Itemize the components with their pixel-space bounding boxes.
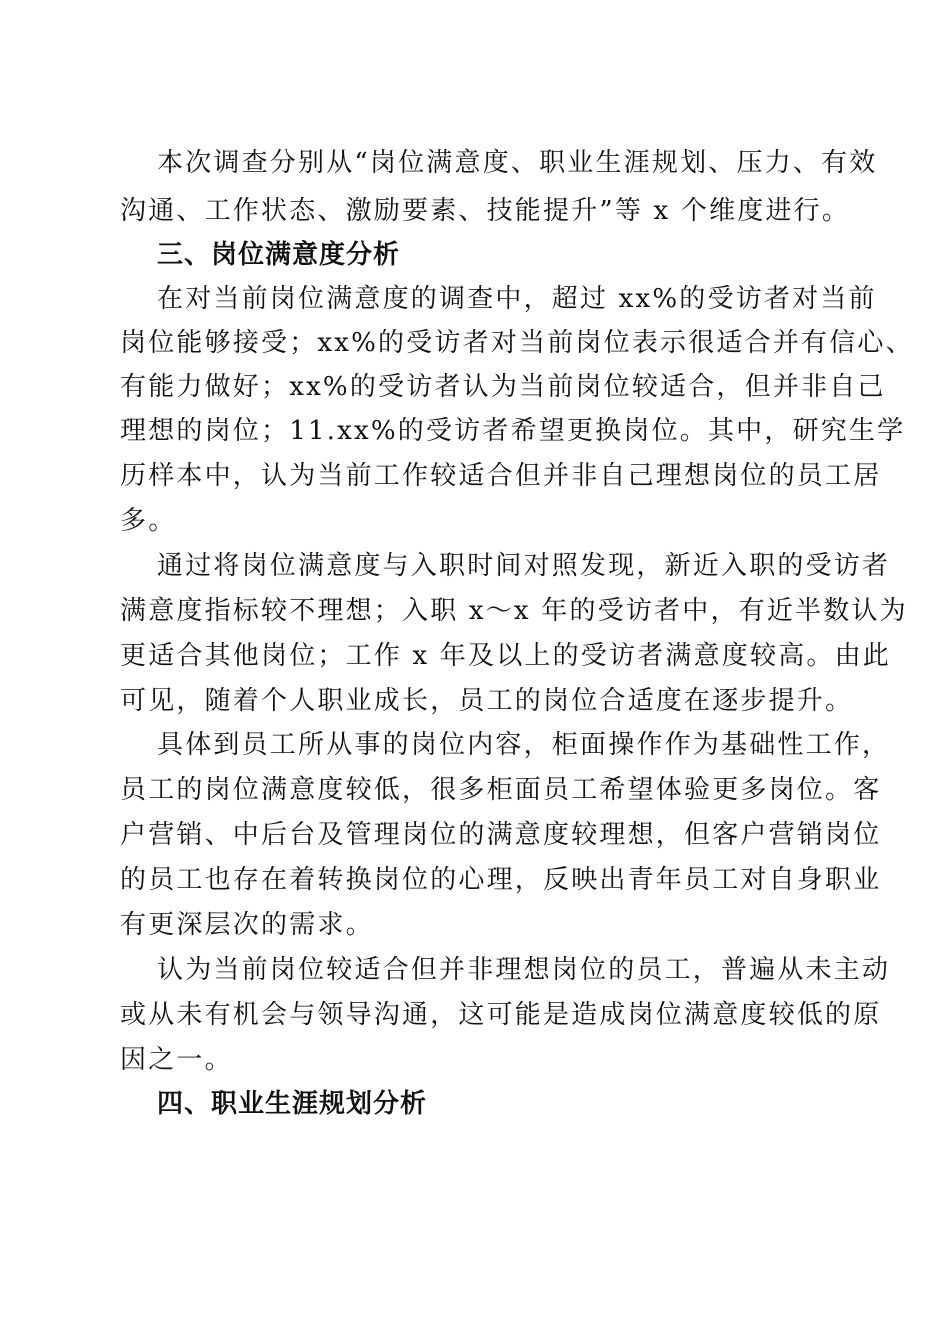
intro-line-1: 本次调查分别从“岗位满意度、职业生涯规划、压力、有效 [157, 148, 878, 178]
para2-line-4: 可见，随着个人职业成长，员工的岗位合适度在逐步提升。 [120, 686, 854, 716]
section-heading-3: 三、岗位满意度分析 [157, 240, 401, 270]
para1-line-1: 在对当前岗位满意度的调查中，超过 xx%的受访者对当前 [157, 284, 877, 314]
intro-line-2: 沟通、工作状态、激励要素、技能提升”等 x 个维度进行。 [120, 196, 851, 226]
para1-line-3: 有能力做好；xx%的受访者认为当前岗位较适合，但并非自己 [120, 372, 886, 402]
para4-line-2: 或从未有机会与领导沟通，这可能是造成岗位满意度较低的原 [120, 1000, 882, 1030]
section-heading-4: 四、职业生涯规划分析 [157, 1089, 428, 1119]
para4-line-3: 因之一。 [120, 1045, 233, 1075]
para2-line-1: 通过将岗位满意度与入职时间对照发现，新近入职的受访者 [157, 551, 891, 581]
para2-line-3: 更适合其他岗位；工作 x 年及以上的受访者满意度较高。由此 [120, 641, 891, 671]
para3-line-3: 户营销、中后台及管理岗位的满意度较理想，但客户营销岗位 [120, 820, 882, 850]
para3-line-2: 员工的岗位满意度较低，很多柜面员工希望体验更多岗位。客 [120, 775, 882, 805]
para3-line-1: 具体到员工所从事的岗位内容，柜面操作作为基础性工作， [157, 730, 891, 760]
para3-line-4: 的员工也存在着转换岗位的心理，反映出青年员工对自身职业 [120, 865, 882, 895]
para4-line-1: 认为当前岗位较适合但并非理想岗位的员工，普遍从未主动 [157, 955, 891, 985]
para2-line-2: 满意度指标较不理想；入职 x～x 年的受访者中，有近半数认为 [120, 596, 908, 626]
para1-line-2: 岗位能够接受；xx%的受访者对当前岗位表示很适合并有信心、 [120, 328, 914, 358]
para1-line-5: 历样本中，认为当前工作较适合但并非自己理想岗位的员工居 [120, 461, 882, 491]
para1-line-6: 多。 [120, 506, 177, 536]
para1-line-4: 理想的岗位；11.xx%的受访者希望更换岗位。其中，研究生学 [120, 416, 906, 446]
para3-line-5: 有更深层次的需求。 [120, 910, 374, 940]
